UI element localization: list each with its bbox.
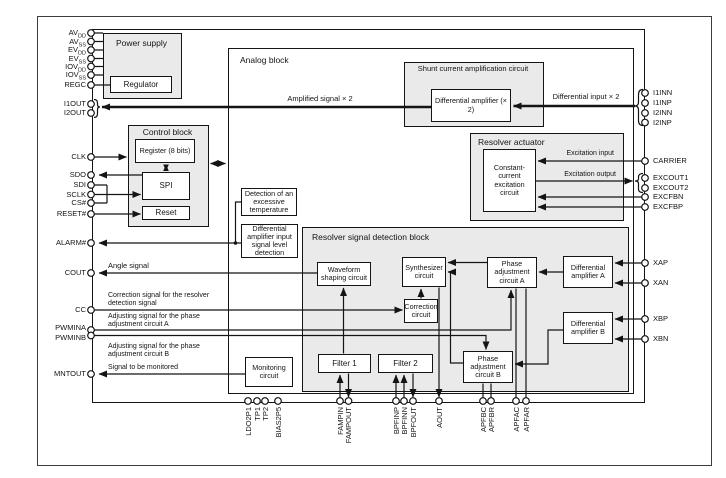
pin-label-bpfinn: BPFINN bbox=[399, 407, 409, 435]
filter1-box: Filter 1 bbox=[318, 354, 371, 373]
pin-label-aout: AOUT bbox=[434, 407, 444, 428]
monitored-signal-label: Signal to be monitored bbox=[108, 364, 179, 371]
pin-label-apfac: APFAC bbox=[511, 407, 521, 432]
pin-label-apfbc: APFBC bbox=[478, 407, 488, 433]
register-box: Register (8 bits) bbox=[135, 139, 195, 163]
shunt-diff-amp-box: Differential amplifier (× 2) bbox=[431, 89, 511, 122]
pin-label-ldo2p1: LDO2P1 bbox=[243, 407, 253, 436]
angle-signal-label: Angle signal bbox=[108, 261, 149, 270]
pin-label-avss: $AV_{SS}$ bbox=[69, 36, 86, 48]
pin-label-carrier: CARRIER bbox=[653, 156, 687, 165]
correction-signal-label: Correction signal for the resolver detection signal bbox=[108, 292, 210, 307]
pin-label-evss: $EV_{SS}$ bbox=[68, 53, 86, 65]
synthesizer-box: Synthesizer circuit bbox=[402, 257, 446, 287]
pin-label-bias2p5: BIAS2P5 bbox=[273, 407, 283, 438]
pin-label-excfbn: EXCFBN bbox=[653, 192, 684, 201]
pin-label-i2inn: I2INN bbox=[653, 108, 673, 117]
pin-label-reset: RESET# bbox=[56, 209, 86, 218]
regulator-box: Regulator bbox=[110, 76, 172, 93]
pin-label-bpfout: BPFOUT bbox=[408, 407, 418, 438]
pin-label-cs: CS# bbox=[71, 198, 86, 207]
pin-label-bpfinp: BPFINP bbox=[391, 407, 401, 435]
pin-label-regc: REGC bbox=[64, 80, 86, 89]
differential-amplifier-b-box: Differential amplifier B bbox=[563, 312, 613, 344]
pin-label-iovdd: $IOV_{DD}$ bbox=[65, 61, 86, 73]
pin-label-mntout: MNTOUT bbox=[54, 369, 86, 378]
adjusting-b-label: Adjusting signal for the phase adjustment circuit B bbox=[108, 343, 200, 358]
pin-label-tp1: TP1 bbox=[252, 407, 262, 421]
pin-label-xan: XAN bbox=[653, 278, 669, 287]
pin-label-iovss: $IOV_{SS}$ bbox=[65, 70, 86, 82]
phase-adjustment-b-box: Phase adjustment circuit B bbox=[463, 351, 513, 383]
pin-label-sdi: SDI bbox=[73, 180, 86, 189]
excitation-output-label: Excitation output bbox=[564, 171, 616, 178]
pin-label-i2inp: I2INP bbox=[653, 117, 672, 127]
pin-label-cc: CC bbox=[75, 305, 86, 314]
waveform-shaping-box: Waveform shaping circuit bbox=[317, 262, 371, 286]
pin-label-sclk: SCLK bbox=[66, 189, 86, 199]
pin-label-evdd: $EV_{DD}$ bbox=[68, 45, 86, 57]
pin-label-sdo: SDO bbox=[69, 170, 86, 179]
phase-adjustment-a-box: Phase adjustment circuit A bbox=[487, 257, 537, 288]
pin-label-i1out: I1OUT bbox=[63, 99, 86, 108]
pin-label-i1inn: I1INN bbox=[653, 88, 673, 97]
differential-input-label: Differential input × 2 bbox=[552, 92, 620, 101]
analog-block-label: Analog block bbox=[240, 55, 289, 65]
pin-label-excout1: EXCOUT1 bbox=[653, 173, 689, 182]
adjusting-a-label: Adjusting signal for the phase adjustment circuit A bbox=[108, 313, 200, 328]
pin-label-cout: COUT bbox=[64, 268, 86, 277]
pin-label-excout2: EXCOUT2 bbox=[653, 183, 689, 192]
temperature-detection-box: Detection of an excessive temperature bbox=[241, 188, 297, 216]
pin-label-alarm: ALARM# bbox=[55, 238, 86, 247]
excitation-circuit-box: Constant-current excitation circuit bbox=[483, 149, 536, 212]
pin-label-excfbp: EXCFBP bbox=[653, 202, 684, 211]
filter2-box: Filter 2 bbox=[378, 354, 433, 373]
level-detection-box: Differential amplifier input signal level detection bbox=[241, 224, 298, 258]
pin-label-xbp: XBP bbox=[653, 314, 669, 323]
resolver-detection-label: Resolver signal detection block bbox=[312, 232, 430, 242]
spi-box: SPI bbox=[142, 172, 190, 200]
pin-label-tp2: TP2 bbox=[260, 407, 270, 421]
pin-label-apfbr: APFBR bbox=[486, 407, 496, 433]
differential-amplifier-a-box: Differential amplifier A bbox=[563, 256, 613, 288]
pin-label-pwminb: PWMINB bbox=[55, 332, 86, 342]
monitoring-box: Monitoring circuit bbox=[245, 357, 293, 387]
pin-label-i1inp: I1INP bbox=[653, 98, 672, 107]
pin-label-pwmina: PWMINA bbox=[55, 322, 86, 332]
pin-label-xbn: XBN bbox=[653, 334, 669, 343]
shunt-amplification-label: Shunt current amplification circuit bbox=[417, 64, 529, 73]
pin-label-fampout: FAMPOUT bbox=[344, 407, 353, 444]
pin-label-fampin: FAMPIN bbox=[335, 407, 345, 435]
amplified-signal-label: Amplified signal × 2 bbox=[287, 94, 353, 103]
pin-label-apfar: APFAR bbox=[521, 407, 531, 432]
correction-box: Correction circuit bbox=[404, 299, 438, 323]
pin-label-xap: XAP bbox=[653, 258, 669, 267]
excitation-input-label: Excitation input bbox=[566, 150, 614, 157]
reset-box: Reset bbox=[142, 206, 190, 220]
power-supply-label: Power supply bbox=[115, 38, 168, 48]
control-block-label: Control block bbox=[142, 127, 193, 137]
resolver-actuator-label: Resolver actuator bbox=[478, 137, 545, 147]
pin-label-clk: CLK bbox=[71, 152, 86, 161]
pin-label-i2out: I2OUT bbox=[63, 108, 86, 117]
pin-label-avdd: $AV_{DD}$ bbox=[68, 28, 86, 40]
